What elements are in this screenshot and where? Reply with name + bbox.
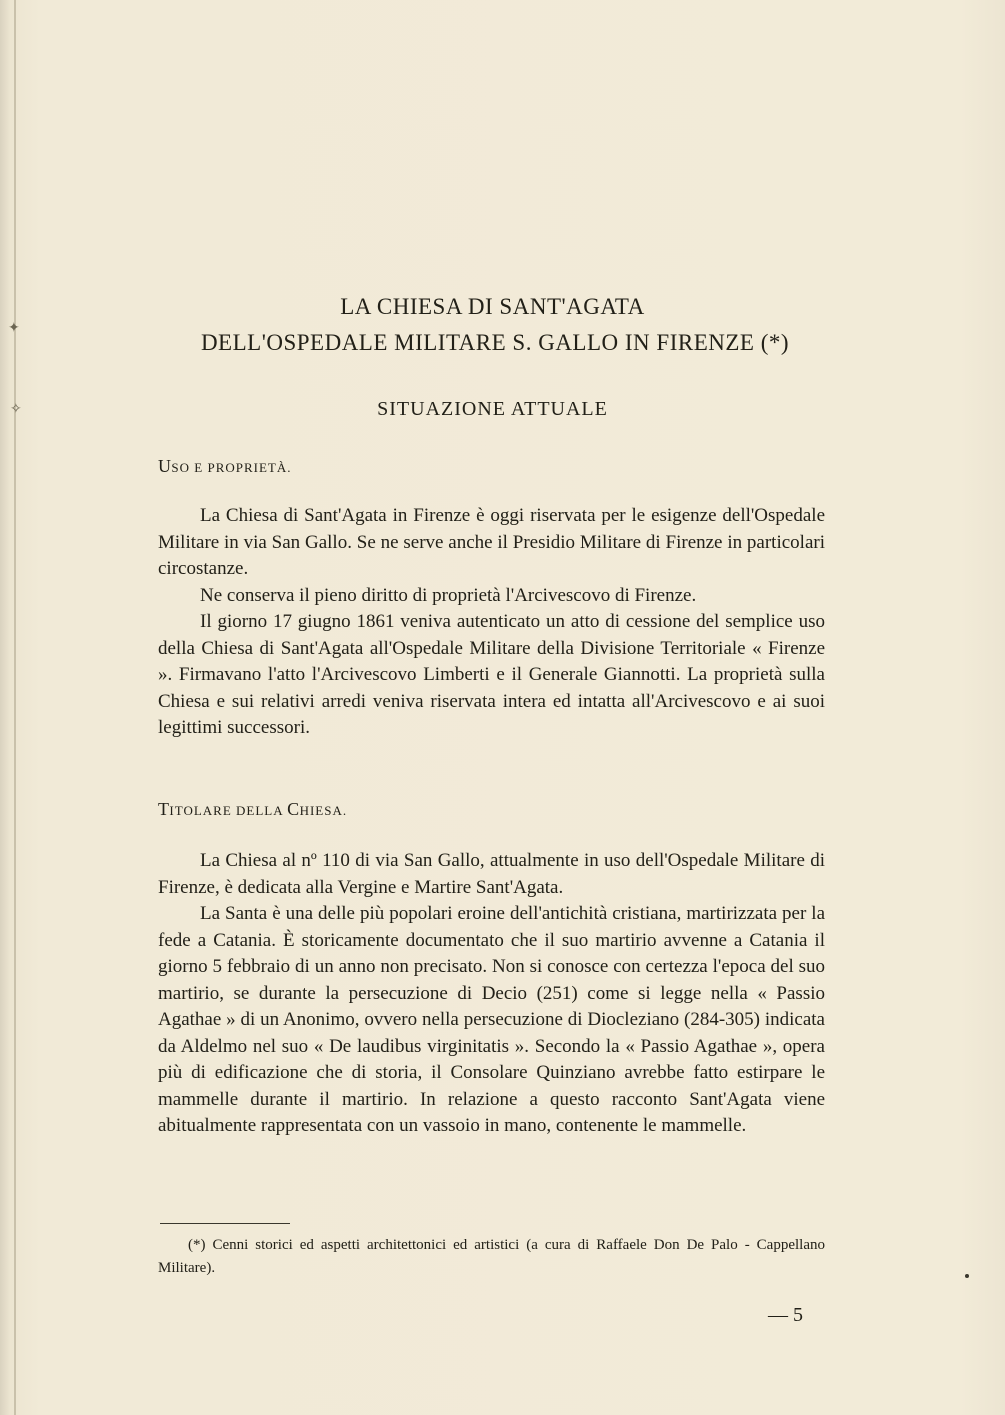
page-title-line-2: DELL'OSPEDALE MILITARE S. GALLO IN FIRENZE (*) <box>200 330 790 355</box>
paper-speck <box>965 1274 969 1278</box>
section-subtitle: SITUAZIONE ATTUALE <box>377 398 608 420</box>
heading-initial: T <box>158 799 170 819</box>
section-2-body <box>158 848 825 1140</box>
paragraph: Il giorno 17 giugno 1861 veniva autenticato un atto di cessione del semplice uso della Chiesa di Sant'Agata all'Ospedale Militare della Divisione Territoriale « Firenze ». Firmavano l'atto l'Arcivescovo Limberti e il Generale Giannotti. La proprietà sulla Chiesa e sui relativi arredi veniva riservata intera ed intatta all'Arcivescovo e ai suoi legittimi successori. <box>158 611 825 738</box>
footnote: (*) Cenni storici ed aspetti architettonici ed artistici (a cura di Raffaele Don De Palo - Cappellano Militare). <box>158 1237 825 1276</box>
page-title-line-1: LA CHIESA DI SANT'AGATA <box>340 294 645 319</box>
footnote-divider <box>160 1223 290 1224</box>
heading-rest: SO E PROPRIETÀ. <box>171 460 292 475</box>
section-1-body <box>158 503 825 742</box>
margin-speck-icon: ✧ <box>10 402 22 417</box>
binding-edge <box>14 0 16 1415</box>
section-heading-uso-e-proprieta <box>158 454 292 480</box>
section-heading-titolare-della-chiesa <box>158 797 347 823</box>
paragraph: La Chiesa al nº 110 di via San Gallo, attualmente in uso dell'Ospedale Militare di Firenze, è dedicata alla Vergine e Martire Sant'Agata. <box>158 850 825 898</box>
heading-rest: HIESA. <box>299 803 348 818</box>
page-number: — 5 <box>768 1304 803 1326</box>
paragraph: La Chiesa di Sant'Agata in Firenze è oggi riservata per le esigenze dell'Ospedale Militare in via San Gallo. Se ne serve anche il Presidio Militare di Firenze in particolari circostanze. <box>158 505 825 579</box>
heading-initial: C <box>287 799 300 819</box>
paragraph: Ne conserva il pieno diritto di proprietà l'Arcivescovo di Firenze. <box>200 584 697 606</box>
margin-speck-icon: ✦ <box>8 321 20 336</box>
heading-initial: U <box>158 456 172 476</box>
paragraph: La Santa è una delle più popolari eroine dell'antichità cristiana, martirizzata per la fede a Catania. È storicamente documentato che il suo martirio avvenne a Catania il giorno 5 febbraio di un anno non precisato. Non si conosce con certezza l'epoca del suo martirio, se durante la persecuzione di Decio (251) come si legge nella « Passio Agathae » di un Anonimo, ovvero nella persecuzione di Diocleziano (284-305) indicata da Aldelmo nel suo « De laudibus virginitatis ». Secondo la « Passio Agathae », opera più di edificazione che di storia, il Consolare Quinziano avrebbe fatto estirpare le mammelle durante il martirio. In relazione a questo racconto Sant'Agata viene abitualmente rappresentata con un vassoio in mano, contenente le mammelle. <box>158 903 825 1136</box>
heading-rest: ITOLARE DELLA <box>169 803 288 818</box>
